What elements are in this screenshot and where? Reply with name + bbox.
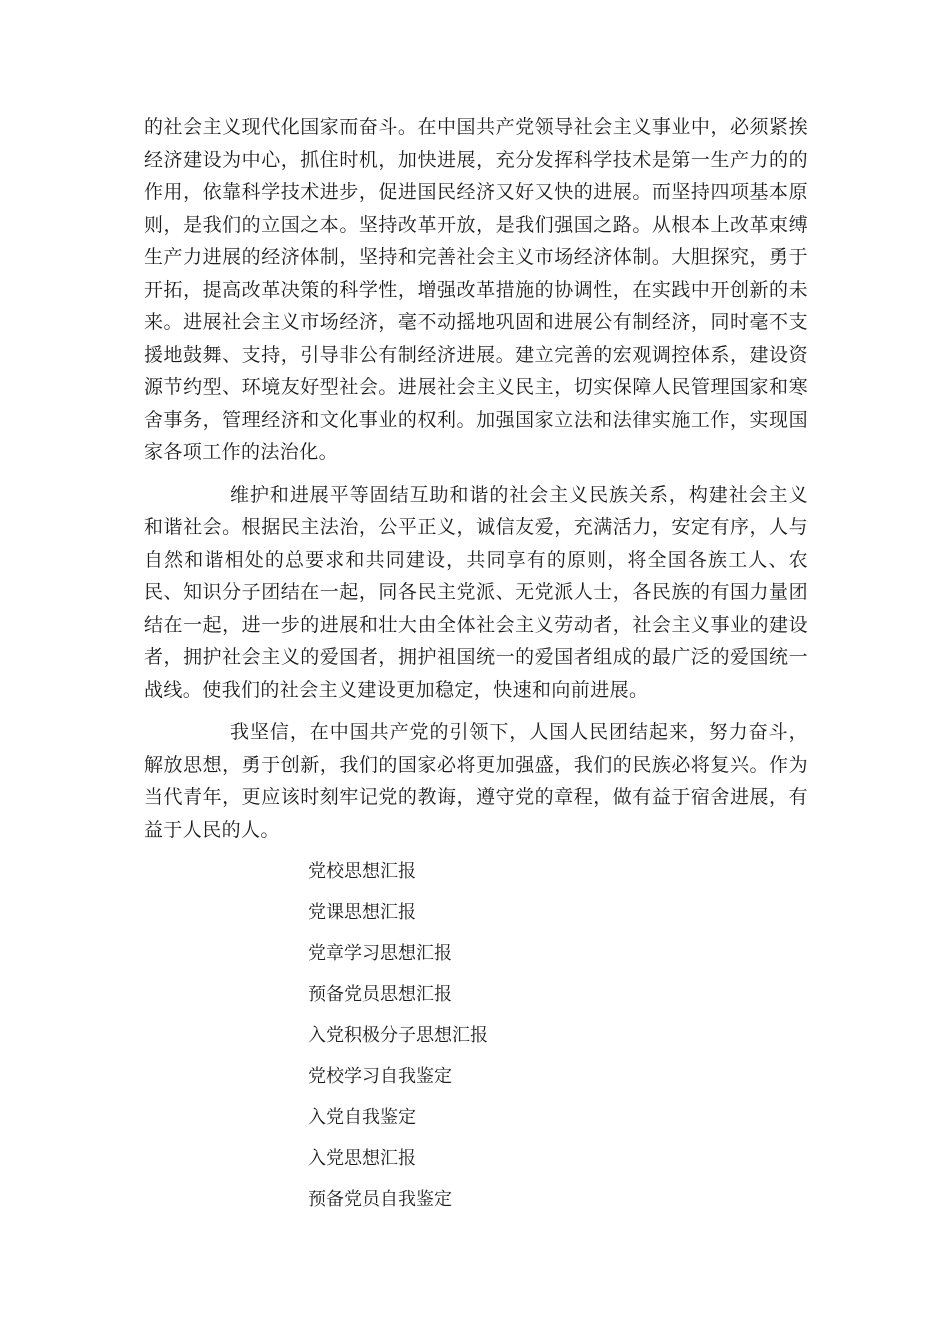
related-link[interactable]: 入党思想汇报 [308,1148,416,1169]
related-link[interactable]: 入党自我鉴定 [308,1107,416,1128]
related-link[interactable]: 预备党员思想汇报 [308,984,452,1005]
related-link[interactable]: 入党积极分子思想汇报 [308,1025,488,1046]
related-link[interactable]: 党课思想汇报 [308,902,416,923]
related-link[interactable]: 党校思想汇报 [308,861,416,882]
paragraph-1: 的社会主义现代化国家而奋斗。在中国共产党领导社会主义事业中，必须紧挨经济建设为中心，抓住时机，加快进展，充分发挥科学技术是第一生产力的的作用，依靠科学技术进步，促进国民经济又好又快的进展。而坚持四项基本原则，是我们的立国之本。坚持改革开放，是我们强国之路。从根本上改革束缚生产力进展的经济体制，坚持和完善社会主义市场经济体制。大胆探究，勇于开拓，提高改革决策的科学性，增强改革措施的协调性，在实践中开创新的未来。进展社会主义市场经济，毫不动摇地巩固和进展公有制经济，同时毫不支援地鼓舞、支持，引导非公有制经济进展。建立完善的宏观调控体系，建设资源节约型、环境友好型社会。进展社会主义民主，切实保障人民管理国家和寒舍事务，管理经济和文化事业的权利。加强国家立法和法律实施工作，实现国家各项工作的法治化。 [144,116,808,463]
related-link[interactable]: 党校学习自我鉴定 [308,1066,452,1087]
related-links-list [308,858,488,1227]
paragraph-spacer [144,469,808,479]
document-body [144,111,808,846]
paragraph-spacer [144,706,808,716]
related-link[interactable]: 预备党员自我鉴定 [308,1189,452,1210]
related-link[interactable]: 党章学习思想汇报 [308,943,452,964]
paragraph-3: 我坚信，在中国共产党的引领下，人国人民团结起来，努力奋斗，解放思想，勇于创新，我们的国家必将更加强盛，我们的民族必将复兴。作为当代青年，更应该时刻牢记党的教诲，遵守党的章程，做有益于宿舍进展，有益于人民的人。 [144,721,808,841]
paragraph-2: 维护和进展平等固结互助和谐的社会主义民族关系，构建社会主义和谐社会。根据民主法治，公平正义，诚信友爱，充满活力，安定有序，人与自然和谐相处的总要求和共同建设，共同享有的原则，将全国各族工人、农民、知识分子团结在一起，同各民主党派、无党派人士，各民族的有国力量团结在一起，进一步的进展和壮大由全体社会主义劳动者，社会主义事业的建设者，拥护社会主义的爱国者，拥护祖国统一的爱国者组成的最广泛的爱国统一战线。使我们的社会主义建设更加稳定，快速和向前进展。 [144,483,808,701]
